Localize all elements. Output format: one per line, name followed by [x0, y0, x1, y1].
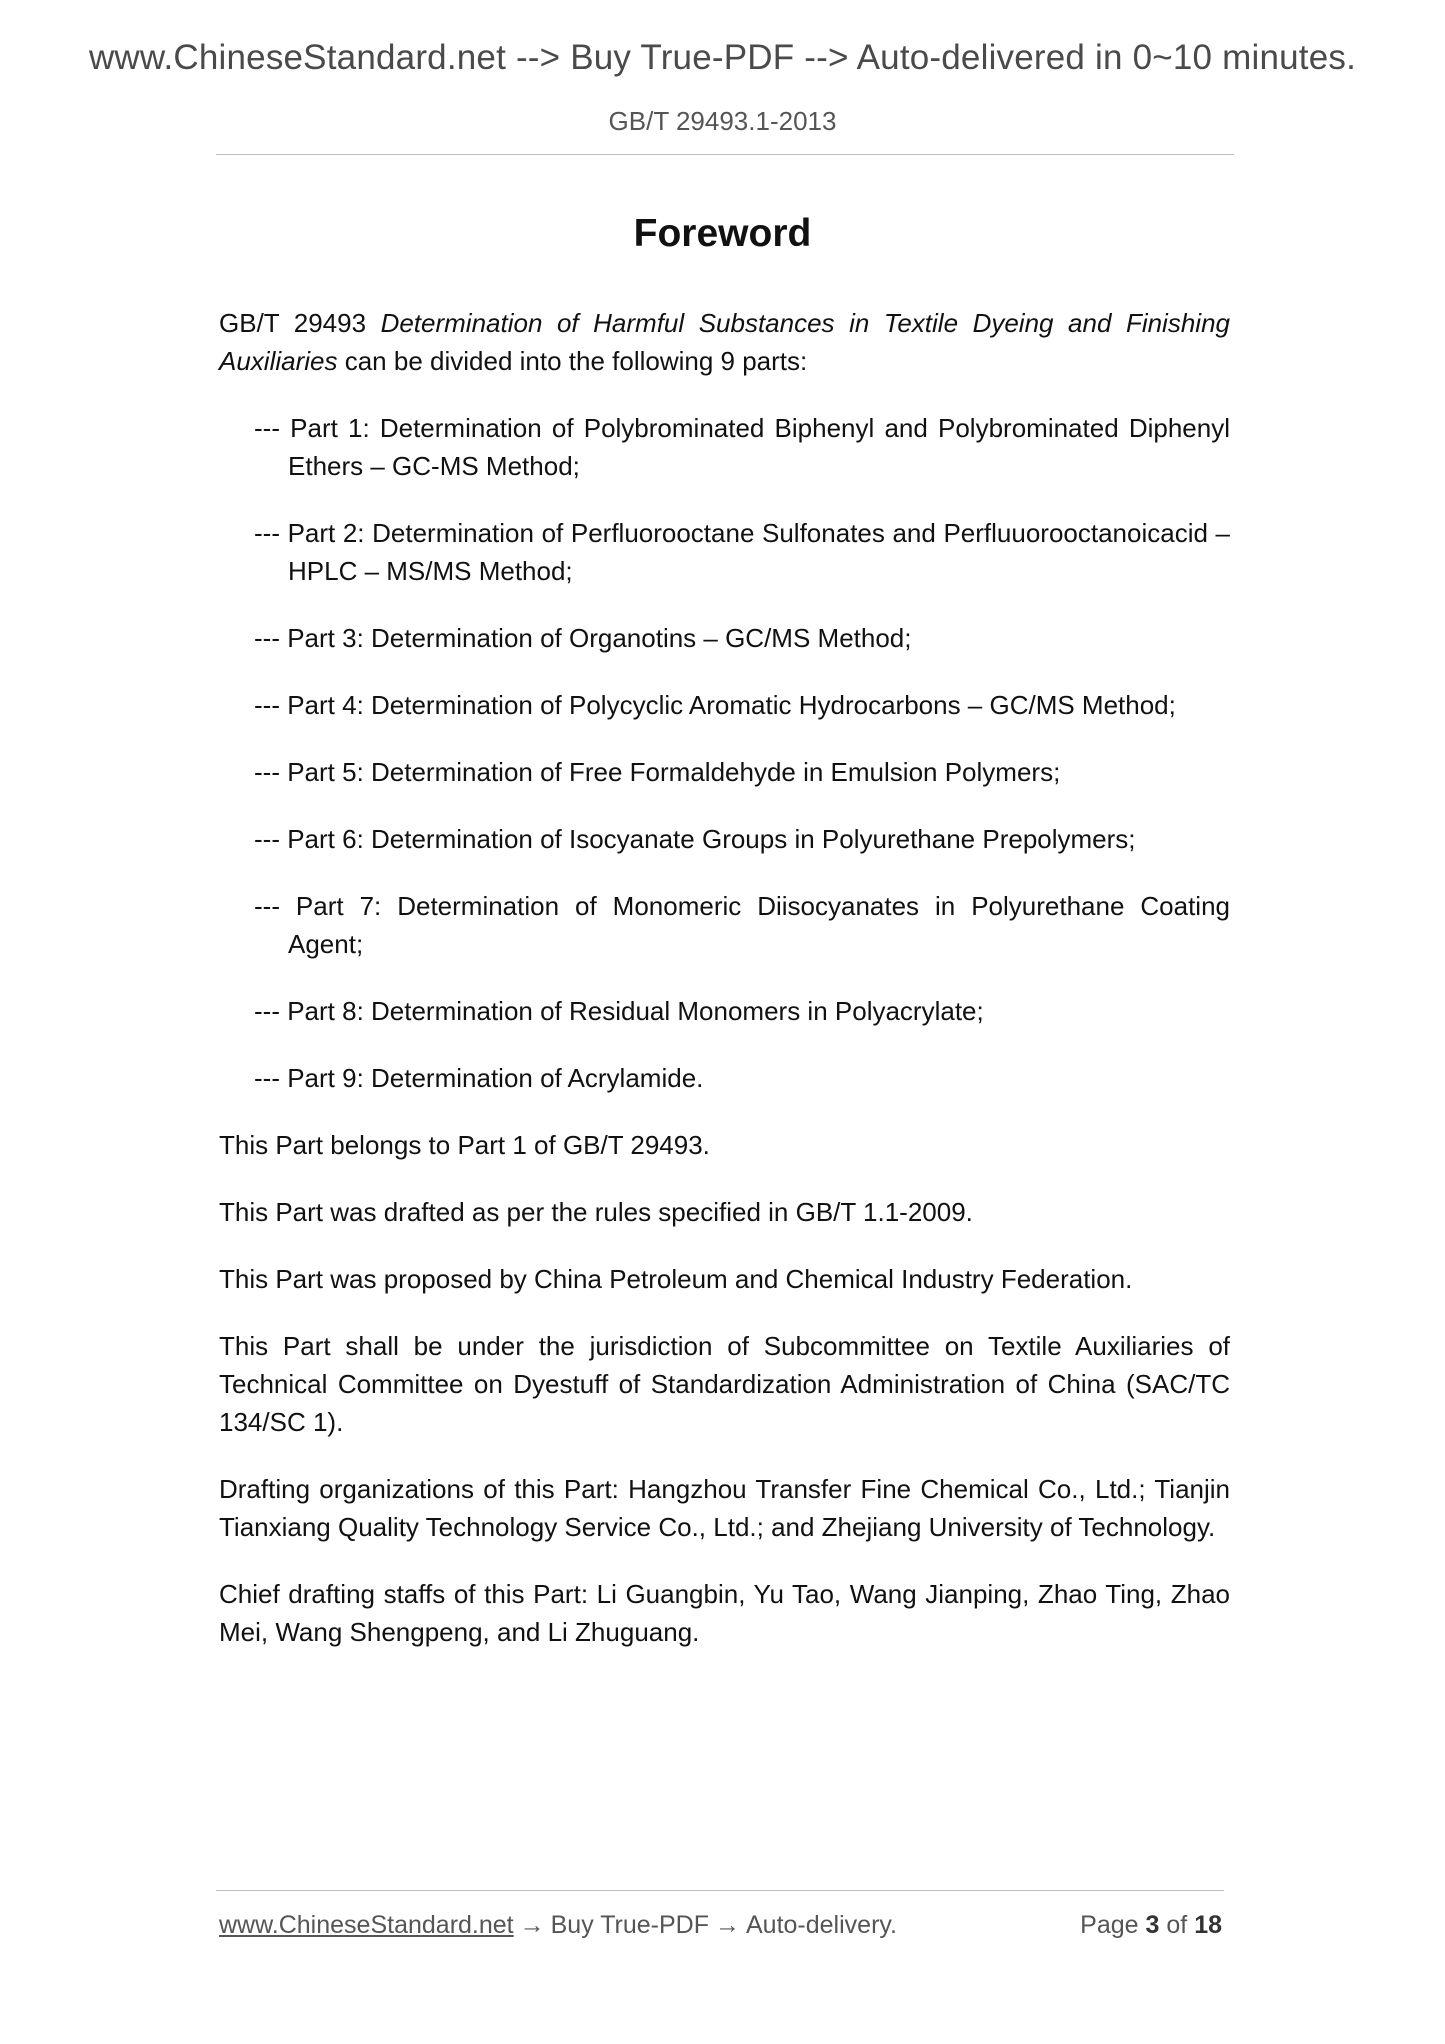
- total-pages-number: 18: [1194, 1911, 1222, 1939]
- list-item: [219, 686, 1230, 724]
- part-2-text: --- Part 2: Determination of Perfluorooctane Sulfonates and Perfluuorooctanoicacid – HPLC – MS/MS Method;: [254, 518, 1230, 586]
- jurisdiction-paragraph: This Part shall be under the jurisdiction of Subcommittee on Textile Auxiliaries of Technical Committee on Dyestuff of Standardization Administration of China (SAC/TC 134/SC 1).: [219, 1331, 1230, 1437]
- proposer-paragraph: This Part was proposed by China Petroleum and Chemical Industry Federation.: [219, 1264, 1133, 1294]
- intro-prefix: GB/T 29493: [219, 308, 381, 338]
- buy-text: Buy True-PDF: [550, 1911, 709, 1939]
- list-item: [219, 409, 1230, 485]
- list-item: [219, 992, 1230, 1030]
- footer-links: [219, 1911, 897, 1940]
- arrow-right-icon: →: [519, 1911, 545, 1939]
- header-divider: [216, 154, 1234, 155]
- drafting-staff-paragraph: Chief drafting staffs of this Part: Li Guangbin, Yu Tao, Wang Jianping, Zhao Ting, Zhao Mei, Wang Shengpeng, and Li Zhuguang.: [219, 1579, 1230, 1647]
- intro-suffix: can be divided into the following 9 parts:: [337, 346, 808, 376]
- arrow-right-icon: →: [715, 1911, 740, 1939]
- website-link[interactable]: www.ChineseStandard.net: [219, 1911, 514, 1939]
- list-item: [219, 820, 1230, 858]
- part-7-text: --- Part 7: Determination of Monomeric Diisocyanates in Polyurethane Coating Agent;: [254, 891, 1230, 959]
- page-label: Page: [1080, 1911, 1139, 1939]
- part-membership-paragraph: This Part belongs to Part 1 of GB/T 29493.: [219, 1130, 710, 1160]
- list-item: [219, 514, 1230, 590]
- of-label: of: [1166, 1911, 1188, 1939]
- list-item: [219, 619, 1230, 657]
- list-item: [219, 753, 1230, 791]
- page-indicator: [1080, 1911, 1222, 1940]
- document-body: [219, 304, 1230, 1680]
- part-3-text: --- Part 3: Determination of Organotins – GC/MS Method;: [254, 623, 912, 653]
- standard-title: Determination of Harmful Substances in Textile Dyeing and Finishing Auxiliaries: [219, 308, 1230, 376]
- part-4-text: --- Part 4: Determination of Polycyclic Aromatic Hydrocarbons – GC/MS Method;: [254, 690, 1176, 720]
- part-9-text: --- Part 9: Determination of Acrylamide.: [254, 1063, 704, 1093]
- intro-paragraph: [219, 304, 1230, 380]
- part-5-text: --- Part 5: Determination of Free Formaldehyde in Emulsion Polymers;: [254, 757, 1061, 787]
- list-item: [219, 1059, 1230, 1097]
- top-banner: www.ChineseStandard.net --> Buy True-PDF --> Auto-delivered in 0~10 minutes.: [88, 38, 1357, 77]
- drafting-organizations-paragraph: Drafting organizations of this Part: Hangzhou Transfer Fine Chemical Co., Ltd.; Tianjin Tianxiang Quality Technology Service Co., Ltd.; and Zhejiang University of Technology.: [219, 1474, 1230, 1542]
- drafting-rules-paragraph: This Part was drafted as per the rules specified in GB/T 1.1-2009.: [219, 1197, 973, 1227]
- delivery-text: Auto-delivery.: [746, 1911, 897, 1939]
- parts-list: [219, 409, 1230, 1097]
- footer-divider: [216, 1890, 1224, 1891]
- standard-code: GB/T 29493.1-2013: [608, 106, 837, 136]
- current-page-number: 3: [1145, 1911, 1160, 1939]
- part-1-text: --- Part 1: Determination of Polybrominated Biphenyl and Polybrominated Diphenyl Ethers – GC-MS Method;: [254, 413, 1230, 481]
- part-8-text: --- Part 8: Determination of Residual Monomers in Polyacrylate;: [254, 996, 984, 1026]
- page-title: Foreword: [633, 212, 812, 255]
- list-item: [219, 887, 1230, 963]
- part-6-text: --- Part 6: Determination of Isocyanate Groups in Polyurethane Prepolymers;: [254, 824, 1136, 854]
